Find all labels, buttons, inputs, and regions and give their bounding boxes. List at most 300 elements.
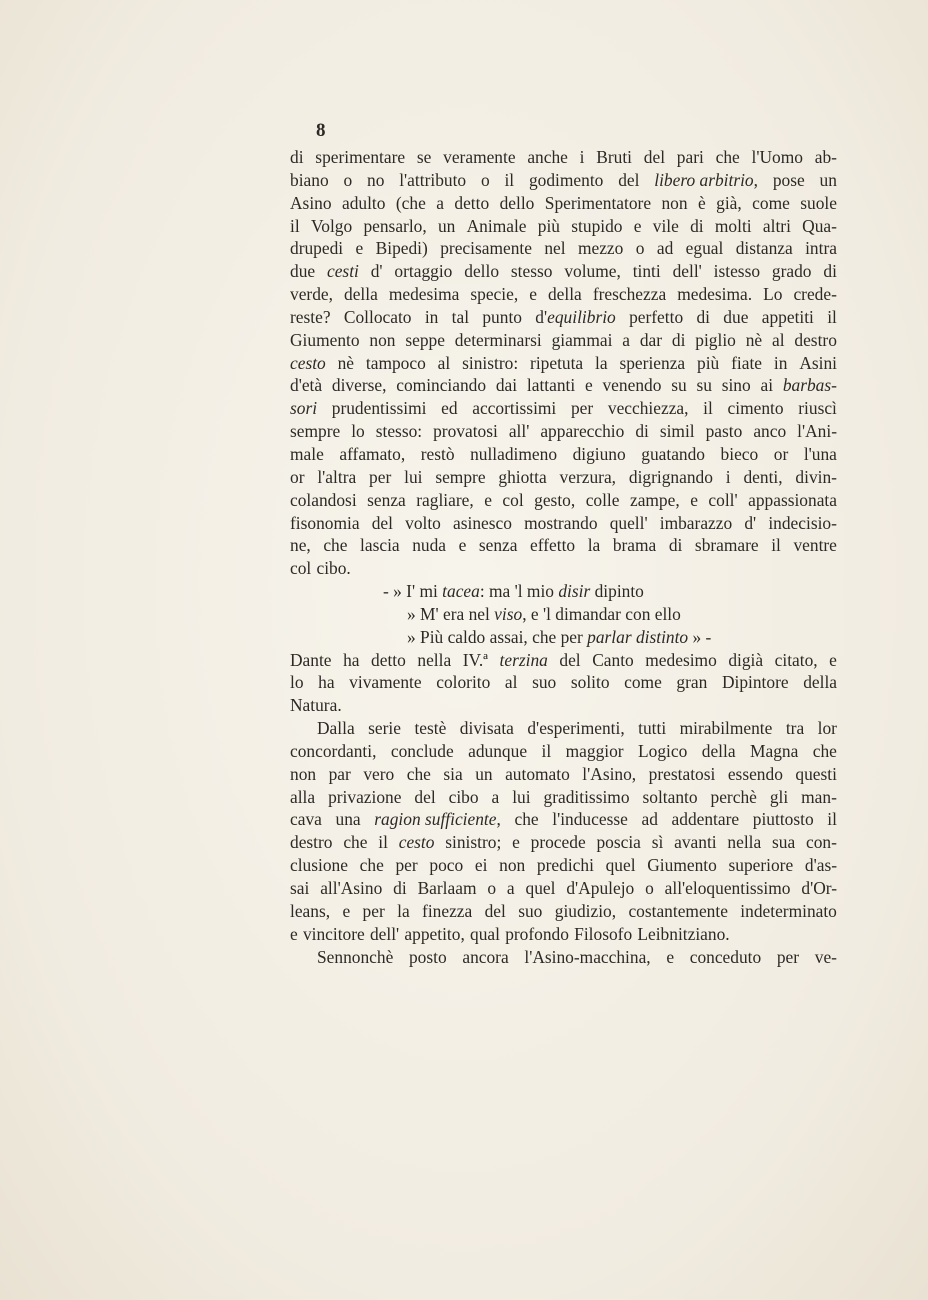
word: barbas-	[782, 375, 837, 396]
word: vecchiezza,	[607, 398, 689, 419]
word: Sperimentatore	[544, 192, 652, 213]
word: l'Asino,	[582, 763, 637, 784]
word: denti,	[743, 466, 783, 487]
word: di	[635, 421, 649, 442]
word: libero arbitrio,	[654, 169, 758, 190]
word: guatando	[641, 443, 705, 464]
word: che	[323, 535, 348, 556]
word: all'eloquentissimo	[664, 878, 791, 898]
word: stupido	[571, 215, 623, 236]
word: già,	[716, 192, 742, 213]
word: prudentissimi	[331, 398, 427, 419]
word: della	[803, 672, 837, 693]
word: tutti	[638, 718, 667, 739]
word: non	[290, 763, 317, 784]
word: Filosofo	[574, 923, 633, 944]
text-line	[290, 740, 837, 763]
word: dell'	[369, 923, 400, 944]
word: lattanti	[526, 375, 576, 396]
word: Dipintore	[721, 672, 789, 693]
word: il	[827, 306, 837, 327]
word: la	[587, 535, 601, 556]
word: addentare	[671, 809, 740, 830]
word: e	[484, 489, 492, 510]
word: ne,	[290, 535, 311, 556]
word: la	[397, 900, 410, 921]
word: brama	[612, 535, 657, 556]
word: di	[393, 878, 407, 898]
word: più	[697, 352, 720, 373]
word: e	[690, 489, 698, 510]
word: ragliare,	[416, 489, 474, 510]
word: solito	[570, 672, 610, 693]
word: della	[701, 740, 736, 761]
word: di	[696, 306, 710, 327]
word: dello	[464, 261, 500, 282]
word: l'Ani-	[797, 421, 837, 442]
word: Bipedi)	[375, 238, 428, 259]
word: cava	[290, 809, 322, 830]
paragraph-3	[290, 717, 837, 945]
word: ortaggio	[394, 261, 453, 282]
word: per	[369, 466, 392, 487]
paragraph-1	[290, 146, 837, 580]
word: gesto,	[534, 489, 576, 510]
word: mirabilmente	[679, 718, 773, 739]
word: stesso:	[375, 421, 423, 442]
word: prestatosi	[648, 763, 716, 784]
word: ancora	[462, 946, 509, 967]
word: gran	[676, 672, 708, 693]
word: precisamente	[440, 238, 532, 259]
word: vero	[363, 763, 395, 784]
word: fiate	[731, 352, 763, 373]
word: Giumento	[290, 329, 360, 350]
word: vincitore	[302, 923, 365, 944]
word: cominciando	[396, 375, 487, 396]
word: vile	[652, 215, 679, 236]
text-line	[290, 717, 837, 740]
word: Magna	[750, 740, 799, 761]
word: perfetto	[629, 306, 684, 327]
word: finezza	[422, 900, 473, 921]
word: sori	[290, 398, 318, 419]
word: male	[290, 443, 324, 464]
text-line	[290, 694, 837, 717]
word: conceduto	[689, 946, 762, 967]
word: Barlaam	[417, 878, 477, 898]
word: o	[343, 169, 353, 190]
word: colorito	[436, 672, 491, 693]
word: d'as-	[804, 855, 837, 876]
word: testè	[414, 718, 447, 739]
word: appassionata	[748, 489, 837, 510]
word: all'	[508, 421, 530, 442]
word: destro	[290, 832, 333, 853]
word: l'inducesse	[552, 809, 628, 830]
word: in	[773, 352, 788, 373]
text-line	[290, 192, 837, 215]
word: o	[635, 238, 645, 259]
word: perchè	[710, 786, 757, 807]
word: il	[827, 809, 837, 830]
word: dar	[639, 329, 663, 350]
word: per	[776, 946, 800, 967]
word: Natura.	[290, 695, 342, 716]
word: serie	[368, 718, 401, 739]
word: una	[335, 809, 361, 830]
word: pasto	[705, 421, 743, 442]
paragraph-4	[290, 946, 837, 969]
word: dell'	[672, 261, 702, 282]
word: i	[725, 466, 731, 487]
word: privazione	[328, 786, 402, 807]
word: graditissimo	[543, 786, 630, 807]
word: un	[819, 169, 837, 190]
text-line	[290, 512, 837, 535]
word: effetto	[530, 535, 576, 556]
word: apparecchio	[540, 421, 625, 442]
word: Logico	[638, 740, 688, 761]
word: a	[506, 878, 515, 898]
word: sempre	[290, 421, 341, 442]
word: (che	[395, 192, 426, 213]
word: lui	[512, 786, 531, 807]
word: della	[547, 284, 582, 305]
word: procede	[530, 832, 586, 853]
word: più	[537, 215, 561, 236]
word: del	[643, 147, 666, 167]
word: giammai	[551, 329, 613, 350]
word: detto	[371, 649, 406, 670]
word: e	[290, 923, 298, 944]
word: del	[414, 786, 436, 807]
word: costantemente	[628, 900, 728, 921]
word: ve-	[814, 946, 837, 967]
word: Collocato	[343, 306, 412, 327]
word: e	[458, 535, 467, 556]
word: or	[290, 466, 305, 487]
word: l'attributo	[399, 169, 467, 190]
word: l'Uomo	[751, 147, 803, 167]
word: d'età	[290, 375, 323, 396]
word: lo	[290, 672, 304, 693]
word: volume,	[564, 261, 621, 282]
word: accortissimi	[472, 398, 557, 419]
word: che	[406, 763, 431, 784]
word: avanti	[674, 832, 717, 853]
word: digrignando	[628, 466, 713, 487]
word: colle	[585, 489, 620, 510]
word: grado	[771, 261, 812, 282]
word: che	[715, 147, 740, 167]
word: nel	[544, 238, 566, 259]
word: l'altra	[317, 466, 357, 487]
word: cibo.	[316, 558, 351, 579]
word: l'una	[803, 443, 837, 464]
word: verde,	[290, 284, 333, 305]
word: ed	[441, 398, 458, 419]
word: biano	[290, 169, 329, 190]
word: colandosi	[290, 489, 357, 510]
word: come	[752, 192, 790, 213]
word: reste?	[290, 306, 331, 327]
word: sempre	[435, 466, 486, 487]
word: il	[290, 215, 300, 236]
word: per	[362, 900, 385, 921]
text-line	[290, 352, 837, 375]
word: al	[504, 672, 518, 693]
word: pari	[676, 147, 704, 167]
word: o	[487, 878, 497, 898]
word: ragion sufficiente,	[374, 809, 501, 830]
word: punto	[482, 306, 522, 327]
word: crede-	[793, 284, 837, 305]
word: intra	[805, 238, 837, 259]
word: imbarazzo	[659, 512, 733, 533]
word: d'equilibrio	[535, 306, 616, 327]
word: par	[328, 763, 351, 784]
word: medesimo	[645, 649, 717, 670]
text-line	[290, 466, 837, 489]
word: Volgo	[310, 215, 353, 236]
word: tampoco	[365, 352, 426, 373]
word: seppe	[405, 329, 445, 350]
word: ad	[641, 809, 658, 830]
word: mostrando	[524, 512, 598, 533]
word: altri	[762, 215, 791, 236]
word: giudizio,	[554, 900, 617, 921]
word: d'Or-	[801, 878, 837, 898]
word: in	[424, 306, 439, 327]
word: col	[290, 558, 312, 579]
word: il	[771, 535, 781, 556]
word: dai	[495, 375, 518, 396]
word: lui	[404, 466, 423, 487]
word: predichi	[536, 855, 594, 876]
word: affamato,	[339, 443, 406, 464]
word: profondo	[505, 923, 569, 944]
verse-line: - » I' mi tacea: ma 'l mio disir dipinto	[383, 581, 644, 602]
text-line	[290, 671, 837, 694]
word: no	[367, 169, 385, 190]
word: terzina	[499, 649, 548, 670]
word: tra	[785, 718, 805, 739]
word: il	[504, 169, 515, 190]
word: ha	[318, 672, 335, 693]
word: ad	[656, 238, 674, 259]
word: superiore	[728, 855, 794, 876]
word: automato	[505, 763, 570, 784]
word: mezzo	[577, 238, 624, 259]
word: non	[661, 192, 688, 213]
text-line	[290, 283, 837, 306]
word: suole	[800, 192, 837, 213]
text-line	[290, 215, 837, 238]
word: verzura,	[559, 466, 617, 487]
word: nuda	[412, 535, 446, 556]
paragraph-2	[290, 649, 837, 718]
text-line	[290, 831, 837, 854]
word: e	[342, 900, 351, 921]
word: drupedi	[290, 238, 344, 259]
word: asinesco	[453, 512, 512, 533]
text-line	[290, 397, 837, 420]
word: concordanti,	[290, 740, 377, 761]
word: a	[491, 786, 500, 807]
word: medesima	[388, 284, 460, 305]
word: un	[437, 215, 456, 236]
word: istesso	[713, 261, 761, 282]
word: piuttosto	[752, 809, 814, 830]
word: sperimentare	[315, 147, 406, 167]
text-line	[290, 489, 837, 512]
verse-quotation	[290, 580, 837, 649]
word: restò	[420, 443, 455, 464]
word: clusione	[290, 855, 348, 876]
word: al	[771, 329, 785, 350]
word: o	[645, 878, 654, 898]
text-line	[290, 146, 837, 169]
word: di	[671, 329, 686, 350]
word: vivamente	[349, 672, 422, 693]
word: Lo	[763, 284, 783, 305]
word: col	[502, 489, 524, 510]
word: nulladimeno	[470, 443, 558, 464]
word: sbramare	[694, 535, 759, 556]
word: che	[343, 832, 368, 853]
word: i	[579, 147, 585, 167]
word: poscia	[596, 832, 641, 853]
word: di	[290, 147, 304, 167]
text-line	[290, 946, 837, 969]
word: cimento	[727, 398, 784, 419]
word: fisonomia	[290, 512, 360, 533]
text-line	[290, 854, 837, 877]
word: soltanto	[642, 786, 698, 807]
word: questi	[795, 763, 837, 784]
word: del	[618, 169, 640, 190]
word: Sennonchè	[317, 946, 394, 967]
word: dello	[499, 192, 535, 213]
word: ghiotta	[498, 466, 547, 487]
text-line	[290, 786, 837, 809]
word: diverse,	[331, 375, 387, 396]
word: nè	[745, 329, 763, 350]
word: gli	[769, 786, 789, 807]
word: stesso	[510, 261, 553, 282]
word: il	[703, 398, 713, 419]
text-line	[290, 808, 837, 831]
word: del	[371, 512, 393, 533]
word: ripetuta	[530, 352, 584, 373]
word: sino	[721, 375, 751, 396]
word: d'Apulejo	[566, 878, 635, 898]
word: non	[499, 855, 526, 876]
word: due	[723, 306, 749, 327]
word: Dante	[290, 649, 332, 670]
word: nè	[337, 352, 355, 373]
word: Asino	[290, 192, 332, 213]
word: sia	[443, 763, 463, 784]
word: lo	[351, 421, 365, 442]
word: al	[437, 352, 451, 373]
text-line	[290, 557, 837, 580]
word: e	[512, 832, 520, 853]
word: tinti	[632, 261, 661, 282]
word: cesto	[290, 352, 326, 373]
word: Giumento	[647, 855, 717, 876]
word: che	[812, 740, 837, 761]
word: or	[773, 443, 789, 464]
word: cesti	[326, 261, 359, 282]
word: l'Asino-macchina,	[524, 946, 651, 967]
word: Asini	[799, 352, 837, 373]
text-line	[290, 443, 837, 466]
word: determinarsi	[454, 329, 542, 350]
word: Canto	[592, 649, 634, 670]
word: sua	[772, 832, 796, 853]
word: per	[395, 855, 418, 876]
word: divisata	[459, 718, 514, 739]
word: nella	[417, 649, 452, 670]
word: adulto	[341, 192, 386, 213]
word: posto	[408, 946, 447, 967]
word: senza	[478, 535, 518, 556]
word: molti	[714, 215, 752, 236]
word: un	[475, 763, 493, 784]
word: indecisio-	[768, 512, 837, 533]
word: come	[624, 672, 662, 693]
word: di	[823, 261, 837, 282]
word: e	[666, 946, 675, 967]
text-line	[290, 923, 837, 946]
text-line	[290, 329, 837, 352]
word: pensarlo,	[363, 215, 427, 236]
word: ab-	[814, 147, 837, 167]
word: divin-	[795, 466, 837, 487]
word: ventre	[793, 535, 837, 556]
word: digiuno	[572, 443, 626, 464]
word: maggior	[565, 740, 624, 761]
word: Animale	[466, 215, 527, 236]
word: due	[290, 261, 316, 282]
word: ai	[760, 375, 774, 396]
word: all'Asino	[320, 878, 383, 898]
word: coll'	[708, 489, 738, 510]
word: se	[416, 147, 432, 167]
word: conclude	[390, 740, 454, 761]
word: sinistro:	[462, 352, 519, 373]
word: destro	[794, 329, 837, 350]
word: appetiti	[761, 306, 814, 327]
word: citato,	[774, 649, 818, 670]
word: è	[697, 192, 706, 213]
word: e	[633, 215, 642, 236]
page-number: 8	[316, 120, 326, 141]
word: e	[529, 284, 537, 305]
word: con-	[805, 832, 837, 853]
word: medesima.	[677, 284, 753, 305]
word: lascia	[360, 535, 400, 556]
word: di	[668, 535, 683, 556]
body-text	[290, 146, 837, 968]
word: riuscì	[798, 398, 837, 419]
word: e	[829, 649, 837, 670]
word: nella	[727, 832, 762, 853]
text-line	[290, 374, 837, 397]
word: e	[355, 238, 364, 259]
